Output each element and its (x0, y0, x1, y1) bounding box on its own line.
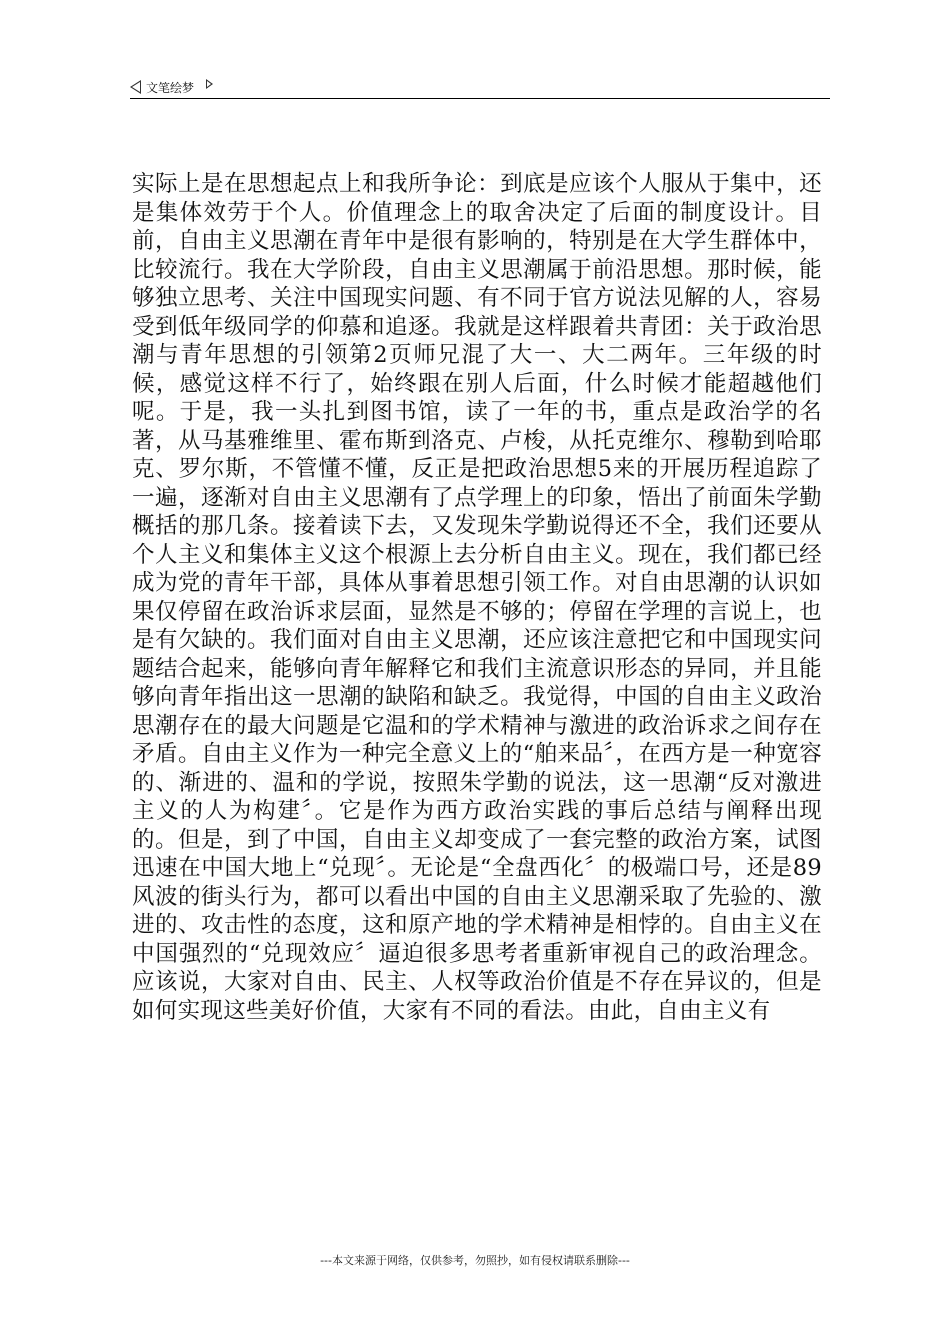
page-header (130, 76, 830, 98)
footer-notice: ---本文来源于网络，仅供参考，勿照抄，如有侵权请联系删除--- (320, 1254, 630, 1267)
body-paragraph: 实际上是在思想起点上和我所争论：到底是应该个人服从于集中，还是集体效劳于个人。价值理念上的取舍决定了后面的制度设计。目前，自由主义思潮在青年中是很有影响的，特别是在大学生群体中，比较流行。我在大学阶段，自由主义思潮属于前沿思想。那时候，能够独立思考、关注中国现实问题、有不同于官方说法见解的人，容易受到低年级同学的仰慕和追逐。我就是这样跟着共青团：关于政治思潮与青年思想的引领第2页师兄混了大一、大二两年。三年级的时候，感觉这样不行了，始终跟在别人后面，什么时候才能超越他们呢。于是，我一头扎到图书馆，读了一年的书，重点是政治学的名著，从马基雅维里、霍布斯到洛克、卢梭，从托克维尔、穆勒到哈耶克、罗尔斯，不管懂不懂，反正是把政治思想5来的开展历程追踪了一遍，逐渐对自由主义思潮有了点学理上的印象，悟出了前面朱学勤概括的那几条。接着读下去，又发现朱学勤说得还不全，我们还要从个人主义和集体主义这个根源上去分析自由主义。现在，我们都已经成为党的青年干部，具体从事着思想引领工作。对自由思潮的认识如果仅停留在政治诉求层面，显然是不够的；停留在学理的言说上，也是有欠缺的。我们面对自由主义思潮，还应该注意把它和中国现实问题结合起来，能够向青年解释它和我们主流意识形态的异同，并且能够向青年指出这一思潮的缺陷和缺乏。我觉得，中国的自由主义政治思潮存在的最大问题是它温和的学术精神与激进的政治诉求之间存在矛盾。自由主义作为一种完全意义上的“舶来品〞，在西方是一种宽容的、渐进的、温和的学说，按照朱学勤的说法，这一思潮“反对激进主义的人为构建〞。它是作为西方政治实践的事后总结与阐释出现的。但是，到了中国，自由主义却变成了一套完整的政治方案，试图迅速在中国大地上“兑现〞。无论是“全盘西化〞的极端口号，还是89风波的街头行为，都可以看出中国的自由主义思潮采取了先验的、激进的、攻击性的态度，这和原产地的学术精神是相悖的。自由主义在中国强烈的“兑现效应〞逼迫很多思考者重新审视自己的政治理念。应该说，大家对自由、民主、人权等政治价值是不存在异议的，但是如何实现这些美好价值，大家有不同的看法。由此，自由主义有 (132, 171, 822, 1024)
triangle-right-icon (206, 79, 213, 89)
header-divider (130, 98, 830, 99)
triangle-left-icon (130, 80, 141, 94)
header-title: 文笔绘梦 (146, 80, 195, 95)
